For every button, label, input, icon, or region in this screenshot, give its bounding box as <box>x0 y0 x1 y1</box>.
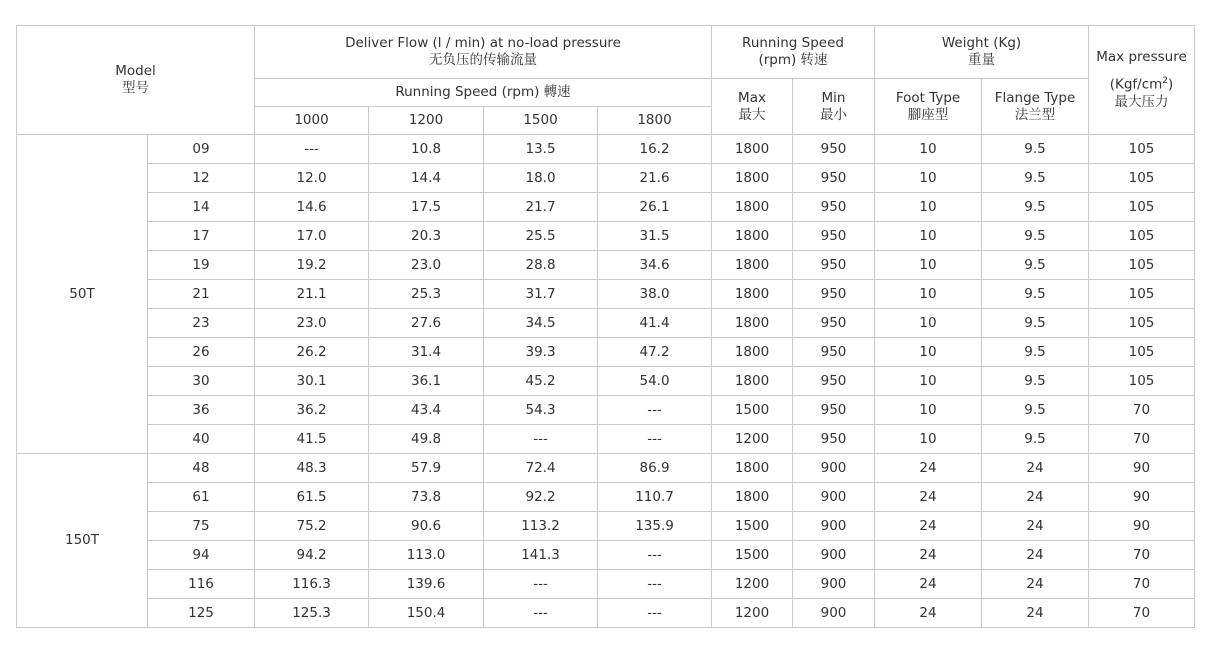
flow-header: Deliver Flow (l / min) at no-load pressure 无负压的传输流量 <box>255 26 712 79</box>
data-cell: --- <box>598 425 712 454</box>
table-row <box>17 512 1195 541</box>
table-row <box>17 135 1195 164</box>
data-cell: 24 <box>875 541 982 570</box>
data-cell: 1500 <box>712 541 793 570</box>
model-number-cell: 19 <box>148 251 255 280</box>
data-cell: 17.0 <box>255 222 369 251</box>
model-number-cell: 17 <box>148 222 255 251</box>
speed-1000-header: 1000 <box>255 107 369 135</box>
data-cell: 25.3 <box>369 280 484 309</box>
data-cell: 26.1 <box>598 193 712 222</box>
data-cell: 23.0 <box>255 309 369 338</box>
data-cell: --- <box>484 425 598 454</box>
data-cell: 1800 <box>712 251 793 280</box>
data-cell: 950 <box>793 251 875 280</box>
data-cell: 1800 <box>712 338 793 367</box>
data-cell: 28.8 <box>484 251 598 280</box>
data-cell: 26.2 <box>255 338 369 367</box>
data-cell: 36.1 <box>369 367 484 396</box>
data-cell: 9.5 <box>982 164 1089 193</box>
model-number-cell: 40 <box>148 425 255 454</box>
data-cell: 48.3 <box>255 454 369 483</box>
data-cell: 1500 <box>712 396 793 425</box>
running-speed-header: Running Speed (rpm) 转速 <box>712 26 875 79</box>
data-cell: 45.2 <box>484 367 598 396</box>
data-cell: 10 <box>875 193 982 222</box>
data-cell: 21.7 <box>484 193 598 222</box>
data-cell: 1800 <box>712 222 793 251</box>
pump-spec-table <box>16 25 1195 628</box>
model-number-cell: 09 <box>148 135 255 164</box>
table-row <box>17 280 1195 309</box>
data-cell: 9.5 <box>982 280 1089 309</box>
data-cell: 150.4 <box>369 599 484 628</box>
data-cell: 41.5 <box>255 425 369 454</box>
data-cell: 13.5 <box>484 135 598 164</box>
data-cell: 24 <box>875 512 982 541</box>
flange-type-header: Flange Type 法兰型 <box>982 79 1089 135</box>
data-cell: 9.5 <box>982 193 1089 222</box>
data-cell: --- <box>484 570 598 599</box>
data-cell: 10 <box>875 251 982 280</box>
data-cell: 900 <box>793 541 875 570</box>
data-cell: 41.4 <box>598 309 712 338</box>
table-row <box>17 570 1195 599</box>
data-cell: 24 <box>875 483 982 512</box>
data-cell: 14.6 <box>255 193 369 222</box>
speed-1200-header: 1200 <box>369 107 484 135</box>
model-group-cell: 150T <box>17 454 148 628</box>
flow-speed-subheader: Running Speed (rpm) 轉速 <box>255 79 712 107</box>
table-row <box>17 425 1195 454</box>
table-row <box>17 483 1195 512</box>
data-cell: 25.5 <box>484 222 598 251</box>
data-cell: 1200 <box>712 599 793 628</box>
data-cell: 105 <box>1089 193 1195 222</box>
data-cell: --- <box>484 599 598 628</box>
data-cell: 70 <box>1089 570 1195 599</box>
data-cell: 1800 <box>712 367 793 396</box>
data-cell: 105 <box>1089 164 1195 193</box>
foot-type-header: Foot Type 腳座型 <box>875 79 982 135</box>
model-number-cell: 14 <box>148 193 255 222</box>
data-cell: 105 <box>1089 309 1195 338</box>
data-cell: 24 <box>982 599 1089 628</box>
data-cell: 70 <box>1089 599 1195 628</box>
data-cell: --- <box>255 135 369 164</box>
data-cell: 105 <box>1089 251 1195 280</box>
data-cell: 113.0 <box>369 541 484 570</box>
data-cell: 9.5 <box>982 338 1089 367</box>
data-cell: --- <box>598 396 712 425</box>
data-cell: 9.5 <box>982 396 1089 425</box>
spec-table-wrapper <box>16 25 1195 628</box>
pressure-unit: $(Kgf/cm^2)$ <box>1109 76 1174 93</box>
data-cell: 116.3 <box>255 570 369 599</box>
data-cell: 90 <box>1089 512 1195 541</box>
data-cell: 18.0 <box>484 164 598 193</box>
data-cell: 14.4 <box>369 164 484 193</box>
data-cell: 31.5 <box>598 222 712 251</box>
data-cell: 900 <box>793 483 875 512</box>
data-cell: 72.4 <box>484 454 598 483</box>
table-row <box>17 396 1195 425</box>
model-number-cell: 125 <box>148 599 255 628</box>
table-row <box>17 338 1195 367</box>
data-cell: 10.8 <box>369 135 484 164</box>
data-cell: 9.5 <box>982 367 1089 396</box>
data-cell: 34.5 <box>484 309 598 338</box>
data-cell: 10 <box>875 164 982 193</box>
data-cell: 70 <box>1089 425 1195 454</box>
model-number-cell: 21 <box>148 280 255 309</box>
data-cell: 21.1 <box>255 280 369 309</box>
model-group-cell: 50T <box>17 135 148 454</box>
data-cell: 12.0 <box>255 164 369 193</box>
data-cell: 900 <box>793 512 875 541</box>
data-cell: 900 <box>793 454 875 483</box>
model-number-cell: 30 <box>148 367 255 396</box>
data-cell: 23.0 <box>369 251 484 280</box>
data-cell: 1200 <box>712 570 793 599</box>
data-cell: 110.7 <box>598 483 712 512</box>
data-cell: 950 <box>793 164 875 193</box>
data-cell: 47.2 <box>598 338 712 367</box>
data-cell: 49.8 <box>369 425 484 454</box>
model-number-cell: 36 <box>148 396 255 425</box>
table-row <box>17 599 1195 628</box>
data-cell: 31.4 <box>369 338 484 367</box>
data-cell: 10 <box>875 280 982 309</box>
data-cell: 950 <box>793 367 875 396</box>
data-cell: 10 <box>875 309 982 338</box>
data-cell: 950 <box>793 338 875 367</box>
model-number-cell: 26 <box>148 338 255 367</box>
data-cell: 39.3 <box>484 338 598 367</box>
model-number-cell: 61 <box>148 483 255 512</box>
data-cell: 135.9 <box>598 512 712 541</box>
data-cell: 20.3 <box>369 222 484 251</box>
data-cell: 1800 <box>712 280 793 309</box>
data-cell: 1800 <box>712 135 793 164</box>
data-cell: --- <box>598 541 712 570</box>
table-row <box>17 541 1195 570</box>
data-cell: 10 <box>875 338 982 367</box>
data-cell: 10 <box>875 135 982 164</box>
data-cell: 950 <box>793 425 875 454</box>
data-cell: 75.2 <box>255 512 369 541</box>
model-number-cell: 12 <box>148 164 255 193</box>
data-cell: 105 <box>1089 280 1195 309</box>
table-body <box>17 135 1195 628</box>
data-cell: 17.5 <box>369 193 484 222</box>
table-row <box>17 222 1195 251</box>
data-cell: 950 <box>793 309 875 338</box>
model-number-cell: 94 <box>148 541 255 570</box>
data-cell: 24 <box>875 454 982 483</box>
data-cell: 950 <box>793 396 875 425</box>
data-cell: 92.2 <box>484 483 598 512</box>
table-header <box>17 26 1195 135</box>
data-cell: 9.5 <box>982 251 1089 280</box>
model-number-cell: 23 <box>148 309 255 338</box>
min-speed-header: Min 最小 <box>793 79 875 135</box>
data-cell: 9.5 <box>982 309 1089 338</box>
data-cell: 10 <box>875 222 982 251</box>
data-cell: 34.6 <box>598 251 712 280</box>
model-number-cell: 116 <box>148 570 255 599</box>
data-cell: 94.2 <box>255 541 369 570</box>
data-cell: 57.9 <box>369 454 484 483</box>
data-cell: 86.9 <box>598 454 712 483</box>
data-cell: 1800 <box>712 193 793 222</box>
data-cell: 90 <box>1089 454 1195 483</box>
data-cell: 950 <box>793 222 875 251</box>
data-cell: 90.6 <box>369 512 484 541</box>
data-cell: 90 <box>1089 483 1195 512</box>
data-cell: 21.6 <box>598 164 712 193</box>
table-row <box>17 367 1195 396</box>
data-cell: 24 <box>982 454 1089 483</box>
data-cell: 105 <box>1089 135 1195 164</box>
data-cell: 9.5 <box>982 425 1089 454</box>
data-cell: 105 <box>1089 338 1195 367</box>
data-cell: 9.5 <box>982 135 1089 164</box>
data-cell: 1800 <box>712 483 793 512</box>
data-cell: 70 <box>1089 541 1195 570</box>
model-number-cell: 75 <box>148 512 255 541</box>
max-pressure-header: Max pressure $(Kgf/cm^2)$ 最大压力 <box>1089 26 1195 135</box>
data-cell: --- <box>598 599 712 628</box>
data-cell: 113.2 <box>484 512 598 541</box>
table-row <box>17 251 1195 280</box>
data-cell: 38.0 <box>598 280 712 309</box>
speed-1800-header: 1800 <box>598 107 712 135</box>
data-cell: 24 <box>982 570 1089 599</box>
data-cell: 105 <box>1089 367 1195 396</box>
data-cell: 24 <box>875 599 982 628</box>
data-cell: 141.3 <box>484 541 598 570</box>
data-cell: 1200 <box>712 425 793 454</box>
data-cell: 950 <box>793 135 875 164</box>
model-number-cell: 48 <box>148 454 255 483</box>
data-cell: 24 <box>982 483 1089 512</box>
data-cell: 1800 <box>712 164 793 193</box>
data-cell: 950 <box>793 280 875 309</box>
data-cell: 1800 <box>712 309 793 338</box>
speed-1500-header: 1500 <box>484 107 598 135</box>
data-cell: 1500 <box>712 512 793 541</box>
data-cell: 24 <box>982 512 1089 541</box>
data-cell: 10 <box>875 367 982 396</box>
data-cell: 16.2 <box>598 135 712 164</box>
data-cell: 24 <box>982 541 1089 570</box>
data-cell: 105 <box>1089 222 1195 251</box>
table-row <box>17 193 1195 222</box>
model-header: Model 型号 <box>17 26 255 135</box>
data-cell: 73.8 <box>369 483 484 512</box>
data-cell: 43.4 <box>369 396 484 425</box>
data-cell: 900 <box>793 599 875 628</box>
data-cell: 1800 <box>712 454 793 483</box>
data-cell: 54.3 <box>484 396 598 425</box>
data-cell: --- <box>598 570 712 599</box>
data-cell: 139.6 <box>369 570 484 599</box>
weight-header: Weight (Kg) 重量 <box>875 26 1089 79</box>
data-cell: 900 <box>793 570 875 599</box>
data-cell: 70 <box>1089 396 1195 425</box>
data-cell: 61.5 <box>255 483 369 512</box>
data-cell: 30.1 <box>255 367 369 396</box>
data-cell: 27.6 <box>369 309 484 338</box>
data-cell: 9.5 <box>982 222 1089 251</box>
data-cell: 19.2 <box>255 251 369 280</box>
table-row <box>17 164 1195 193</box>
data-cell: 950 <box>793 193 875 222</box>
data-cell: 24 <box>875 570 982 599</box>
max-speed-header: Max 最大 <box>712 79 793 135</box>
data-cell: 10 <box>875 396 982 425</box>
table-row <box>17 309 1195 338</box>
data-cell: 31.7 <box>484 280 598 309</box>
data-cell: 36.2 <box>255 396 369 425</box>
data-cell: 125.3 <box>255 599 369 628</box>
table-row <box>17 454 1195 483</box>
data-cell: 10 <box>875 425 982 454</box>
data-cell: 54.0 <box>598 367 712 396</box>
